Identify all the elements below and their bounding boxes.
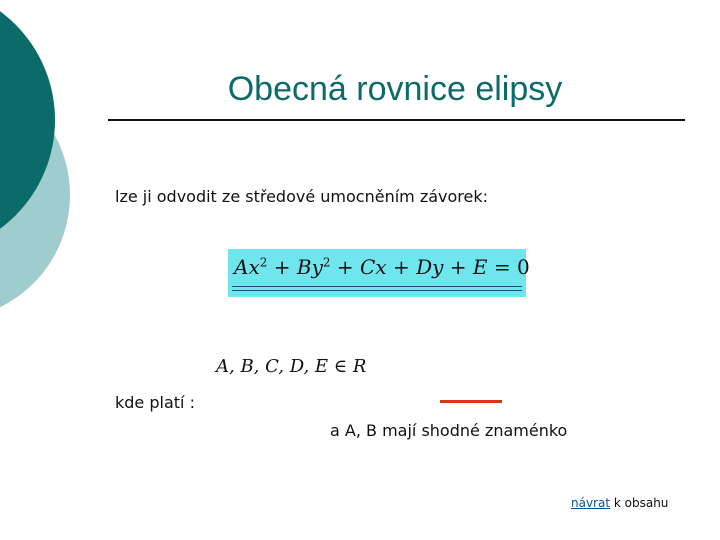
intro-text: lze ji odvodit ze středové umocněním závorek: — [115, 187, 489, 206]
back-to-contents — [571, 496, 668, 510]
equation-underline-1 — [232, 286, 522, 287]
back-link[interactable]: návrat — [571, 496, 611, 510]
equation-underline-2 — [232, 290, 522, 291]
title-divider — [108, 119, 685, 121]
coefficients-set: A, B, C, D, E ∈ R — [216, 356, 367, 377]
general-equation: $Ax^2 + By^2 + Cx + Dy + E = 0$ — [234, 255, 530, 279]
sign-condition: a A, B mají shodné znaménko — [330, 421, 568, 440]
where-label: kde platí : — [115, 393, 195, 412]
red-underline — [440, 400, 502, 403]
equation-box — [228, 249, 530, 297]
back-suffix: k obsahu — [610, 496, 669, 510]
slide-title: Obecná rovnice elipsy — [227, 70, 563, 108]
